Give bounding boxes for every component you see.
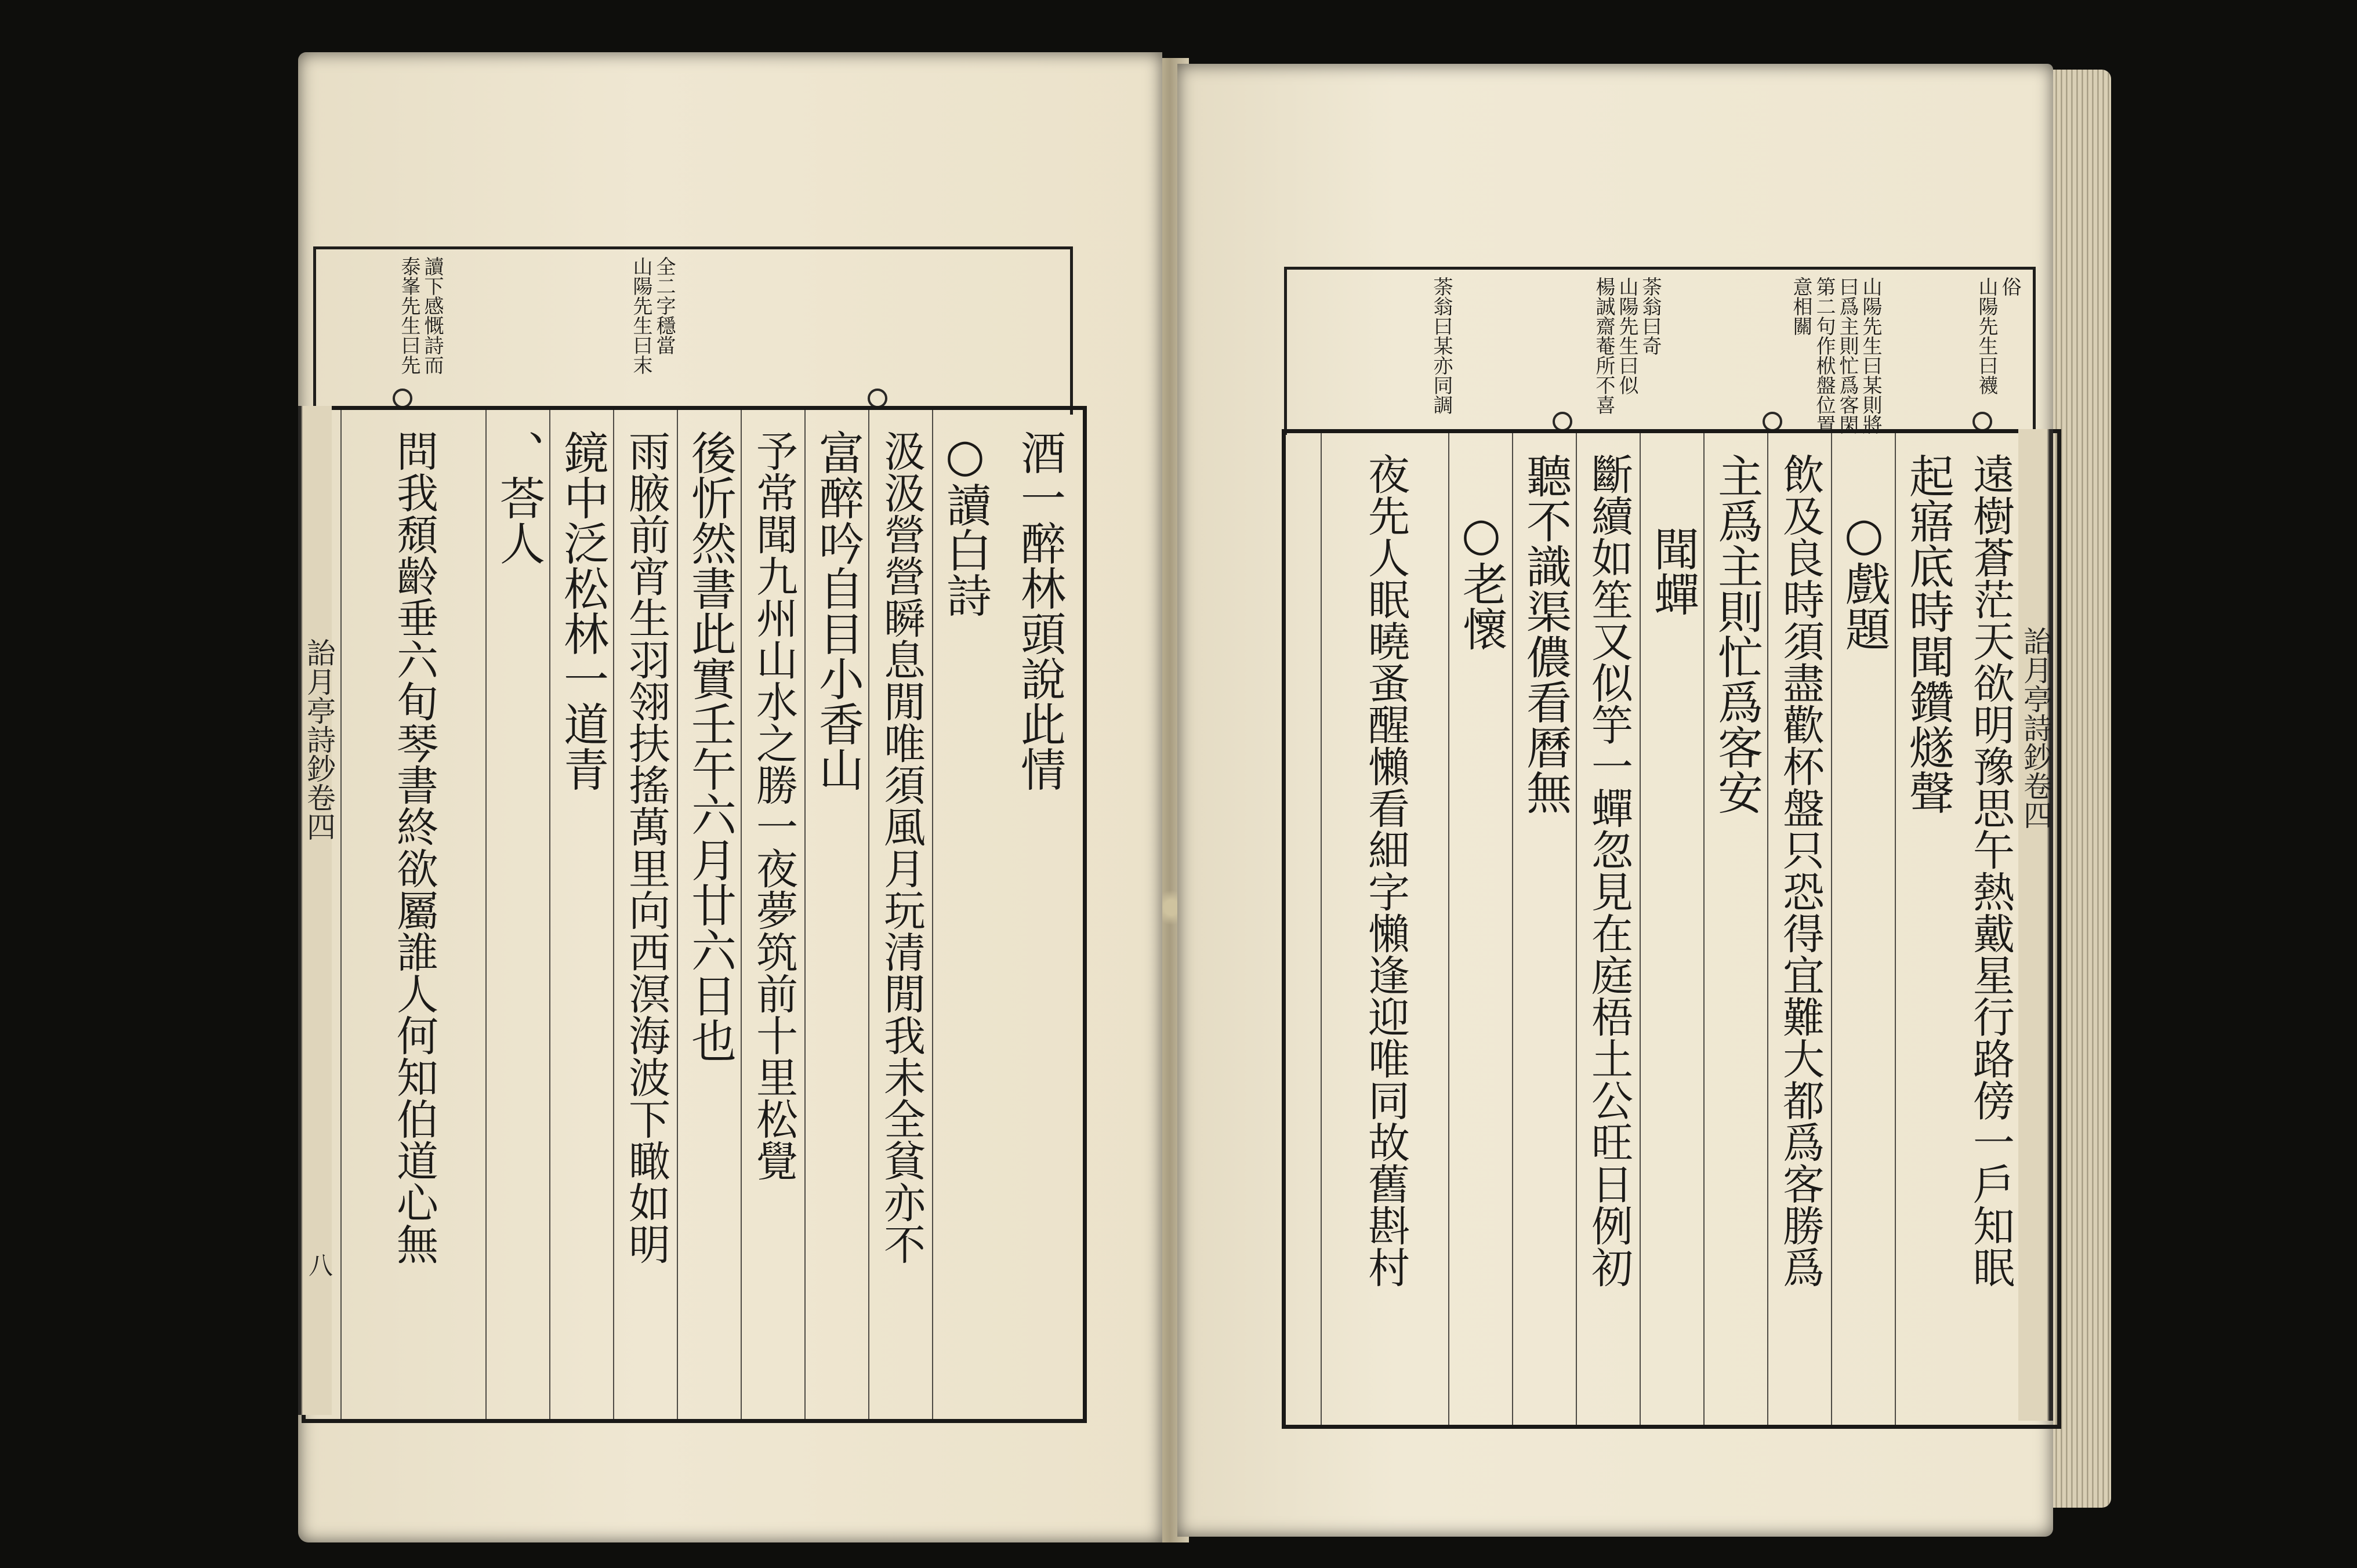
annotation-circle-icon bbox=[868, 389, 887, 408]
headnote: 俗 bbox=[1998, 277, 2021, 296]
headnote: 泰峯先生曰先 bbox=[397, 256, 420, 375]
headnote: 第二句作栿盤位置 bbox=[1812, 277, 1836, 434]
text-column: 聽不識渠儂看曆無 bbox=[1512, 433, 1577, 1425]
running-title: 詒月亭詩鈔卷四 bbox=[302, 638, 336, 841]
running-title: 詒月亭詩鈔卷四 bbox=[2019, 626, 2053, 829]
text-column: 鏡中泛松林一道青 bbox=[549, 410, 614, 1419]
headnote: 山陽先生曰似 bbox=[1615, 277, 1638, 395]
headnote: 楊誠齋菴所不喜 bbox=[1592, 277, 1615, 415]
text-column: 夜先人眠曉蚤醒懶看細字懶逢迎唯同故舊斟村 bbox=[1321, 433, 1449, 1425]
headnote: 山陽先生曰末 bbox=[629, 256, 652, 375]
text-column: 酒一醉林頭說此情 bbox=[1013, 430, 1065, 792]
text-column: ○戲題 bbox=[1831, 433, 1896, 1425]
headnote: 山陽先生曰襪 bbox=[1975, 277, 1998, 395]
right-headnote-band bbox=[1284, 267, 2036, 435]
left-text-block bbox=[302, 406, 1087, 1423]
text-column: 遠樹蒼茫天欲明豫思午熱戴星行路傍一戶知眠 bbox=[1966, 453, 2015, 1288]
text-column: 起寤底時聞鑽燧聲 bbox=[1895, 433, 1960, 1425]
text-column: 汲汲營營瞬息閒唯須風月玩清閒我未全貧亦不 bbox=[868, 410, 933, 1419]
headnote: 全二字穩當 bbox=[652, 256, 676, 355]
text-column: 予常聞九州山水之勝一夜夢筑前十里松覺 bbox=[741, 410, 806, 1419]
text-column: 斷續如笙又似竽一蟬忽見在庭梧土公旺日例初 bbox=[1576, 433, 1641, 1425]
headnote: 意相關 bbox=[1789, 277, 1812, 336]
text-column: 富醉吟自目小香山 bbox=[804, 410, 869, 1419]
text-column: 主爲主則忙爲客安 bbox=[1703, 433, 1768, 1425]
headnote: 荼翁曰奇 bbox=[1638, 277, 1662, 355]
annotation-circle-icon bbox=[1763, 412, 1782, 431]
text-column: ○老懷 bbox=[1448, 433, 1513, 1425]
right-fold-margin bbox=[2018, 429, 2053, 1421]
left-fold-margin bbox=[298, 406, 336, 1415]
annotation-circle-icon bbox=[393, 389, 412, 408]
annotation-circle-icon bbox=[1553, 412, 1572, 431]
text-column: 飲及良時須盡歡杯盤只恐得宜難大都爲客勝爲 bbox=[1767, 433, 1832, 1425]
left-headnote-band bbox=[313, 246, 1073, 415]
right-text-block bbox=[1282, 429, 2061, 1429]
headnote: 讀下感慨詩而 bbox=[420, 256, 444, 375]
text-column: ○讀白詩 bbox=[932, 410, 997, 1419]
text-column: 問我頹齡垂六旬琴書終欲屬誰人何知伯道心無 bbox=[340, 410, 487, 1419]
headnote: 山陽先生曰某則將 bbox=[1859, 277, 1882, 434]
folio-number: 八 bbox=[305, 1253, 333, 1277]
text-column: 後忻然書此實壬午六月廿六日也 bbox=[677, 410, 742, 1419]
annotation-circle-icon bbox=[1972, 412, 1992, 431]
headnote: 曰爲主則忙爲客閑 bbox=[1836, 277, 1859, 434]
text-column: 雨腋前宵生羽翎扶搖萬里向西溟海波下瞰如明 bbox=[613, 410, 678, 1419]
text-column: 聞蟬 bbox=[1640, 433, 1705, 1425]
headnote: 荼翁曰某亦同調 bbox=[1430, 277, 1453, 415]
text-column: 、荅人 bbox=[485, 410, 550, 1419]
